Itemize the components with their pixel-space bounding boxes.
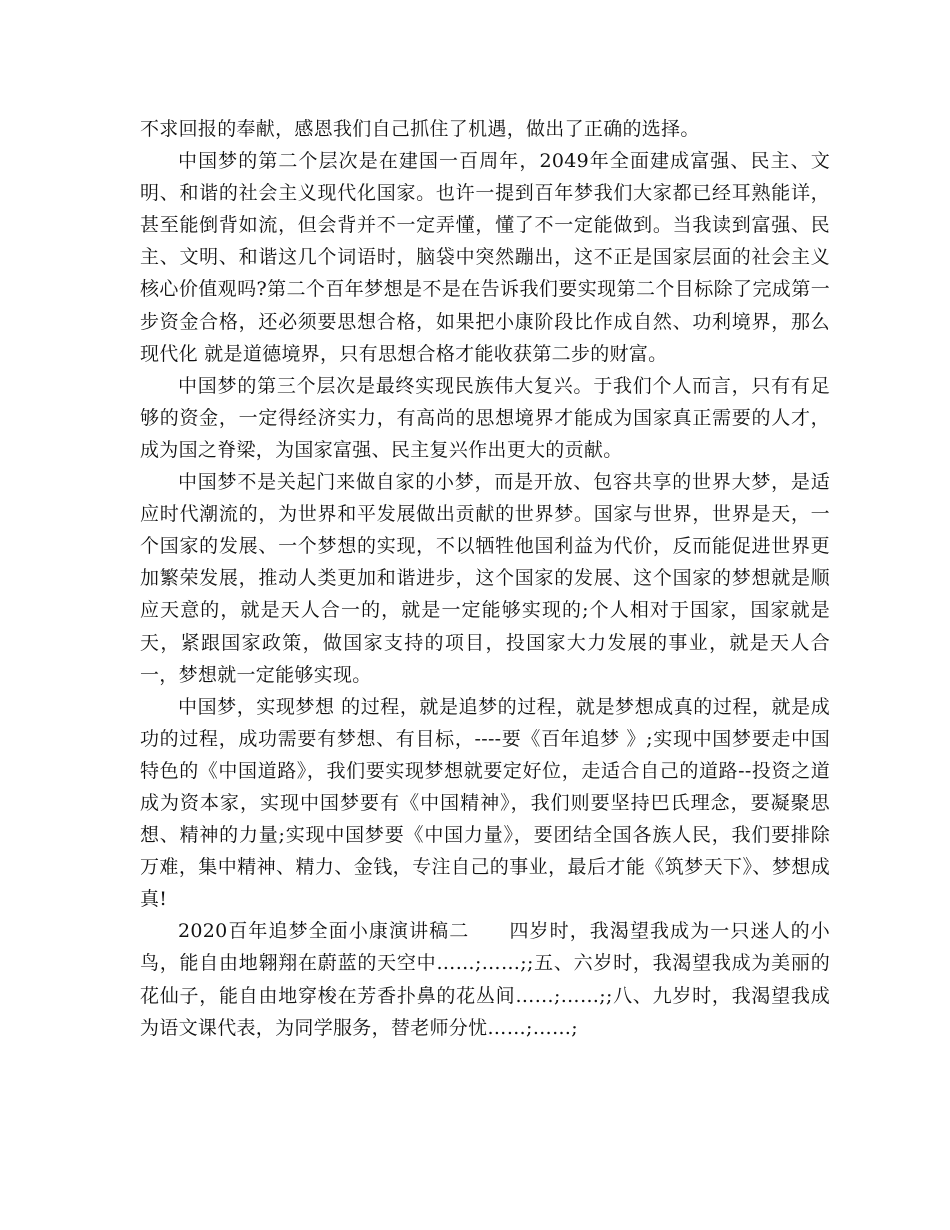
- paragraph-second-level: 中国梦的第二个层次是在建国一百周年，2049年全面建成富强、民主、文明、和谐的社会主义现代化国家。也许一提到百年梦我们大家都已经耳熟能详，甚至能倒背如流，但会背并不一定弄懂，懂了不一定能做到。当我读到富强、民主、文明、和谐这几个词语时，脑袋中突然蹦出，这不正是国家层面的社会主义核心价值观吗?第二个百年梦想是不是在告诉我们要实现第二个目标除了完成第一步资金合格，还必须要思想合格，如果把小康阶段比作成自然、功利境界，那么现代化 就是道德境界，只有思想合格才能收获第二步的财富。: [140, 150, 830, 365]
- paragraph-continued: 不求回报的奉献，感恩我们自己抓住了机遇，做出了正确的选择。: [140, 118, 700, 140]
- paragraph-realize-dream: 中国梦，实现梦想 的过程，就是追梦的过程，就是梦想成真的过程，就是成功的过程，成功需要有梦想、有目标，----要《百年追梦 》;实现中国梦要走中国特色的《中国道路》，我们要实现梦想就要定好位，走适合自己的道路--投资之道成为资本家，实现中国梦要有《中国精神》，我们则要坚持巴氏理念，要凝聚思想、精神的力量;实现中国梦要《中国力量》，要团结全国各族人民，我们要排除万难，集中精神、精力、金钱，专注自己的事业，最后才能《筑梦天下》、梦想成真!: [140, 695, 830, 911]
- paragraph-third-level: 中国梦的第三个层次是最终实现民族伟大复兴。于我们个人而言，只有有足够的资金，一定得经济实力，有高尚的思想境界才能成为国家真正需要的人才，成为国之脊梁，为国家富强、民主复兴作出更大的贡献。: [140, 374, 830, 461]
- document-body: [140, 113, 830, 1044]
- paragraph-speech-two: 2020百年追梦全面小康演讲稿二 四岁时，我渴望我成为一只迷人的小鸟，能自由地翱翔在蔚蓝的天空中……;……;;五、六岁时，我渴望我成为美丽的花仙子，能自由地穿梭在芳香扑鼻的花丛间……;……;;八、九岁时，我渴望我成为语文课代表，为同学服务，替老师分忧……;……;: [140, 920, 830, 1039]
- paragraph-world-dream: 中国梦不是关起门来做自家的小梦，而是开放、包容共享的世界大梦，是适应时代潮流的，为世界和平发展做出贡献的世界梦。国家与世界，世界是天，一个国家的发展、一个梦想的实现，不以牺牲他国利益为代价，反而能促进世界更加繁荣发展，推动人类更加和谐进步，这个国家的发展、这个国家的梦想就是顺应天意的，就是天人合一的，就是一定能够实现的;个人相对于国家，国家就是天，紧跟国家政策，做国家支持的项目，投国家大力发展的事业，就是天人合一，梦想就一定能够实现。: [140, 471, 830, 686]
